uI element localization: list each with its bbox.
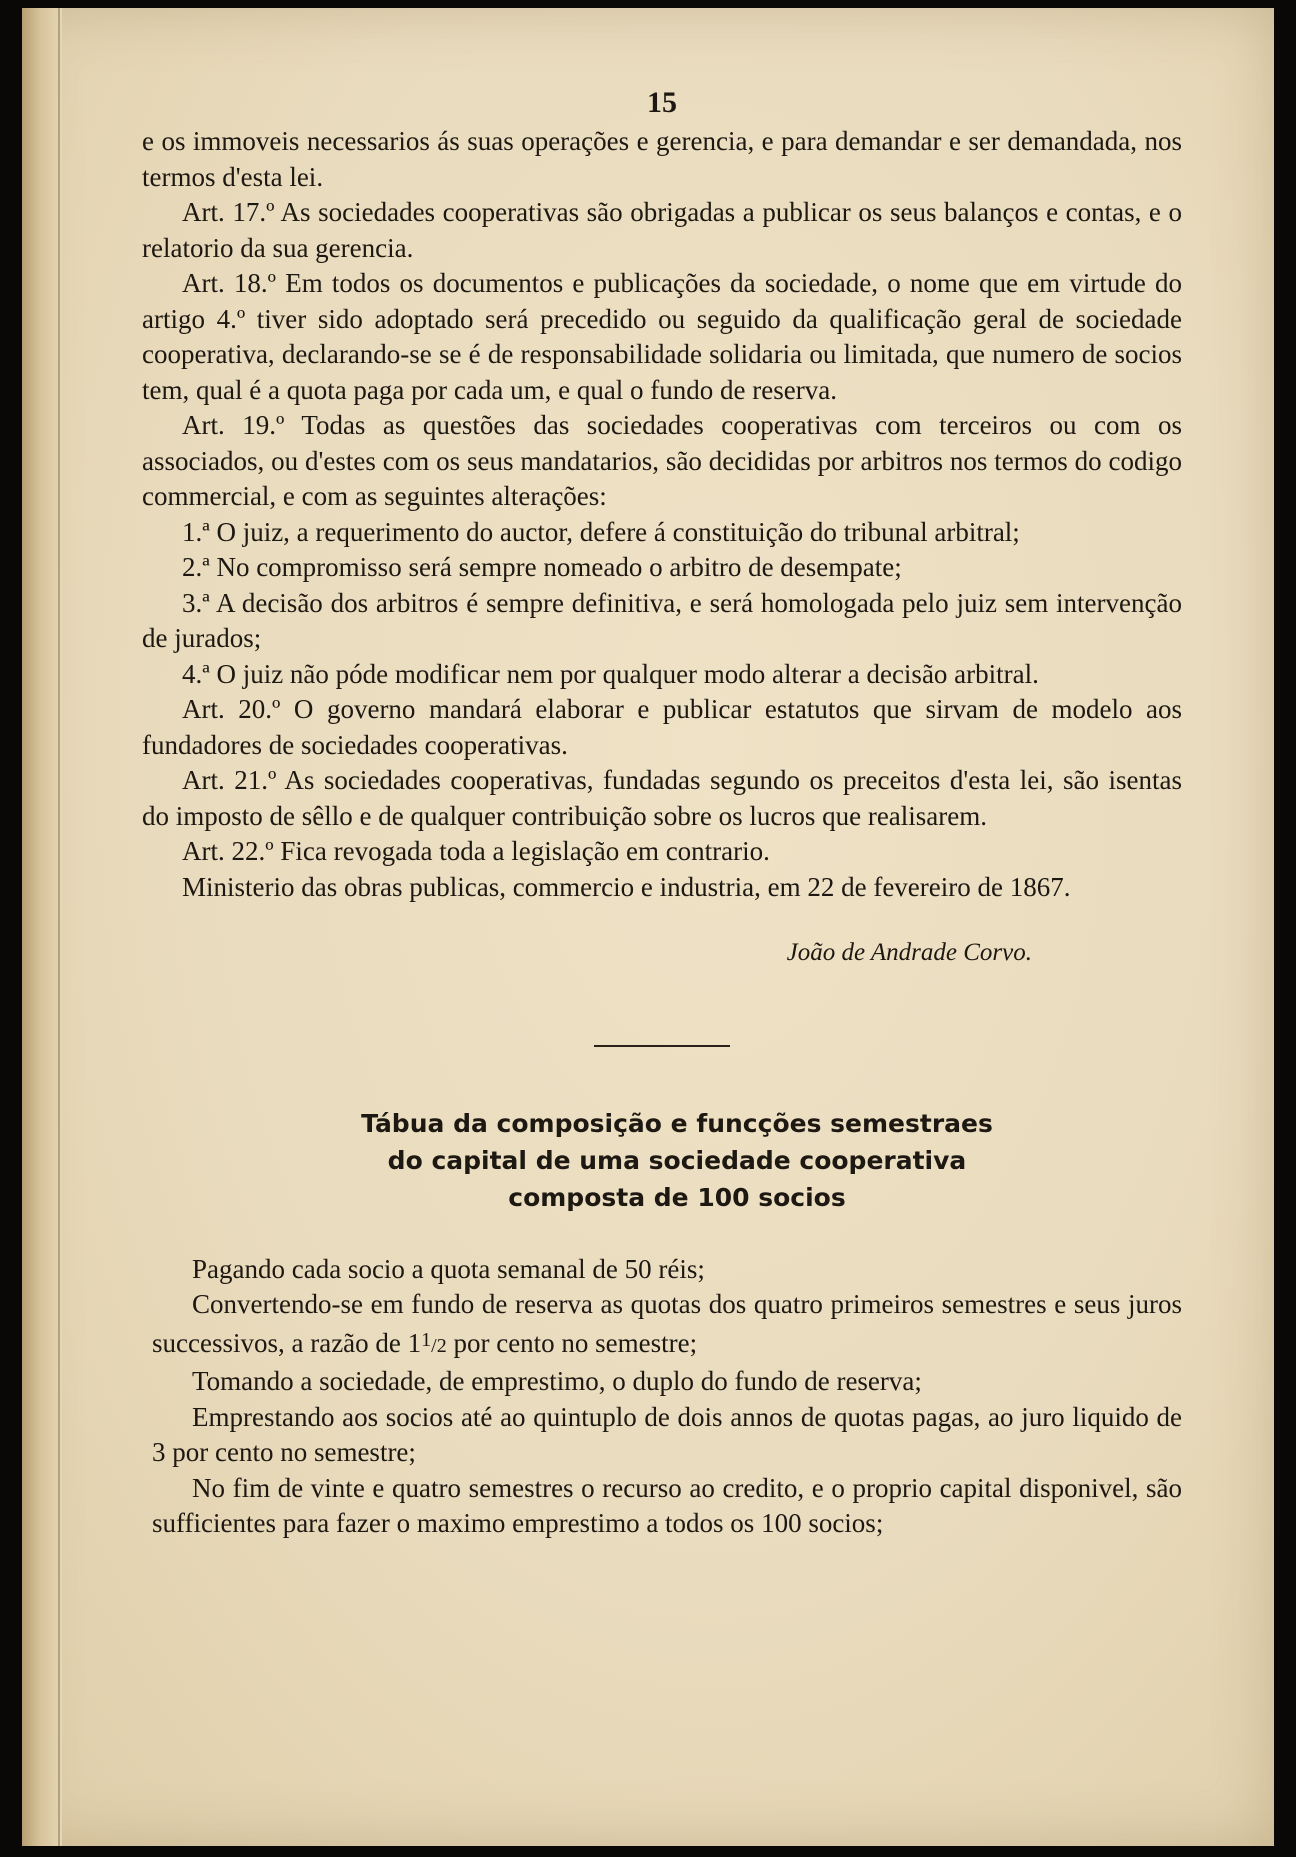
conditions-list	[142, 1252, 1182, 1542]
section-divider	[594, 1045, 730, 1047]
article-19-item-3: 3.ª A decisão dos arbitros é sempre definitiva, e será homologada pelo juiz sem intervenção de jurados;	[142, 587, 1182, 653]
paragraph-continuation: e os immoveis necessarios ás suas operações e gerencia, e para demandar e ser demandada, nos termos d'esta lei.	[142, 126, 1182, 192]
closing-line: Ministerio das obras publicas, commercio e industria, em 22 de fevereiro de 1867.	[182, 871, 1071, 902]
article-18: Art. 18.º Em todos os documentos e publicações da sociedade, o nome que em virtude do artigo 4.º tiver sido adoptado será precedido ou seguido da qualificação geral de sociedade cooperativa, declarando-se se é de responsabilidade solidaria ou limitada, que numero de socios tem, qual é a quota paga por cada um, e qual o fundo de reserva.	[142, 268, 1182, 405]
condition-lending: Emprestando aos socios até ao quintuplo de dois annos de quotas pagas, ao juro liquido de 3 por cento no semestre;	[152, 1401, 1182, 1467]
page-text	[142, 88, 1182, 1542]
binding-gutter	[22, 8, 62, 1846]
condition-reserve-text: Convertendo-se em fundo de reserva as quotas dos quatro primeiros semestres e seus juros successivos, a razão de 1	[152, 1289, 1182, 1358]
article-19-item-2: 2.ª No compromisso será sempre nomeado o arbitro de desempate;	[182, 552, 902, 582]
condition-reserve-rate: por cento no semestre;	[446, 1327, 698, 1358]
article-19: Art. 19.º Todas as questões das sociedades cooperativas com terceiros ou com os associados, ou d'estes com os seus mandatarios, são decididas por arbitros nos termos do codigo commercial, e com as seguintes alterações:	[142, 410, 1182, 511]
article-17: Art. 17.º As sociedades cooperativas são obrigadas a publicar os seus balanços e contas, e o relatorio da sua gerencia.	[142, 197, 1182, 263]
article-21: Art. 21.º As sociedades cooperativas, fundadas segundo os preceitos d'esta lei, são isentas do imposto de sêllo e de qualquer contribuição sobre os lucros que realisarem.	[142, 765, 1182, 831]
fraction-denominator: /2	[431, 1334, 447, 1357]
article-19-item-1: 1.ª O juiz, a requerimento do auctor, defere á constituição do tribunal arbitral;	[182, 516, 1020, 547]
table-title-line-1: Tábua da composição e funcções semestraes	[361, 1108, 993, 1138]
condition-outcome: No fim de vinte e quatro semestres o recurso ao credito, e o proprio capital disponivel, são sufficientes para fazer o maximo emprestimo a todos os 100 socios;	[152, 1472, 1182, 1538]
table-title-line-3: composta de 100 socios	[508, 1182, 846, 1212]
fold-line	[58, 8, 60, 1846]
condition-loan: Tomando a sociedade, de emprestimo, o duplo do fundo de reserva;	[192, 1366, 922, 1396]
article-19-item-4: 4.ª O juiz não póde modificar nem por qualquer modo alterar a decisão arbitral.	[182, 658, 1039, 689]
condition-quota: Pagando cada socio a quota semanal de 50 réis;	[192, 1253, 705, 1284]
fraction-numerator: 1	[421, 1328, 432, 1351]
article-20: Art. 20.º O governo mandará elaborar e publicar estatutos que sirvam de modelo aos fundadores de sociedades cooperativas.	[142, 694, 1182, 760]
condition-reserve-fund	[152, 1287, 1182, 1364]
table-title	[172, 1105, 1182, 1216]
paper-sheet	[22, 8, 1274, 1846]
signature: João de Andrade Corvo.	[786, 939, 1032, 966]
page-number: 15	[647, 86, 677, 119]
article-22: Art. 22.º Fica revogada toda a legislação em contrario.	[182, 836, 770, 866]
table-title-line-2: do capital de uma sociedade cooperativa	[387, 1145, 967, 1175]
